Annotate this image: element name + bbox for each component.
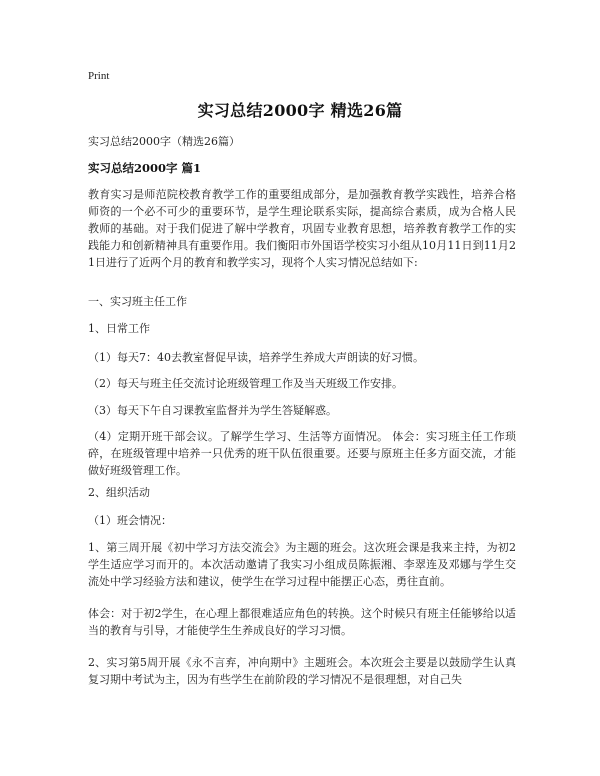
daily-item-1: （1）每天7：40去教室督促早读，培养学生养成大声朗读的好习惯。 [88, 351, 424, 364]
daily-item-2: （2）每天与班主任交流讨论班级管理工作及当天班级工作安排。 [88, 377, 403, 390]
daily-item-3: （3）每天下午自习课教室监督并为学生答疑解惑。 [88, 404, 337, 417]
intro-paragraph: 教育实习是师范院校教育教学工作的重要组成部分，是加强教育教学实践性，培养合格师资的一个必不可少的重要环节，是学生理论联系实际，提高综合素质，成为合格人民教师的基础。对于我们促进了解中学教育，巩固专业教育思想，培养教育教学工作的实践能力和创新精神具有重要作用。我们衡阳市外国语学校实习小组从10月11日到11月21日进行了近两个月的教育和教学实习，现将个人实习情况总结如下: [88, 188, 516, 269]
reflection-1: 体会：对于初2学生，在心理上都很难适应角色的转换。这个时候只有班主任能够给以适当的教育与引导，才能使学生生养成良好的学习习惯。 [88, 607, 516, 637]
section-heading: 实习总结2000字 篇1 [88, 161, 202, 175]
class-meeting-1: 1、第三周开展《初中学习方法交流会》为主题的班会。这次班会课是我来主持，为初2学生适应学习而开的。本次活动邀请了我实习小组成员陈振湘、李翠连及邓娜与学生交流处中学习经验方法和建议，使学生在学习过程中能摆正心态，勇往直前。 [88, 541, 516, 588]
class-meeting-heading: （1）班会情况： [88, 514, 172, 527]
heading-class-teacher-work: 一、实习班主任工作 [88, 295, 187, 308]
heading-organize-activities: 2、组织活动 [88, 486, 150, 499]
class-meeting-2: 2、实习第5周开展《永不言弃，冲向期中》主题班会。本次班会主要是以鼓励学生认真复习期中考试为主，因为有些学生在前阶段的学习情况不是很理想，对自己失 [88, 656, 516, 686]
page-title: 实习总结2000字 精选26篇 [197, 101, 403, 120]
print-label[interactable]: Print [88, 70, 110, 82]
heading-daily-work: 1、日常工作 [88, 322, 150, 335]
daily-item-4: （4）定期开班干部会议。了解学生学习、生活等方面情况。 体会：实习班主任工作琐碎，在班级管理中培养一只优秀的班干队伍很重要。还要与原班主任多方面交流，才能做好班级管理工作。 [88, 430, 516, 477]
page-subtitle: 实习总结2000字（精选26篇） [88, 135, 240, 148]
